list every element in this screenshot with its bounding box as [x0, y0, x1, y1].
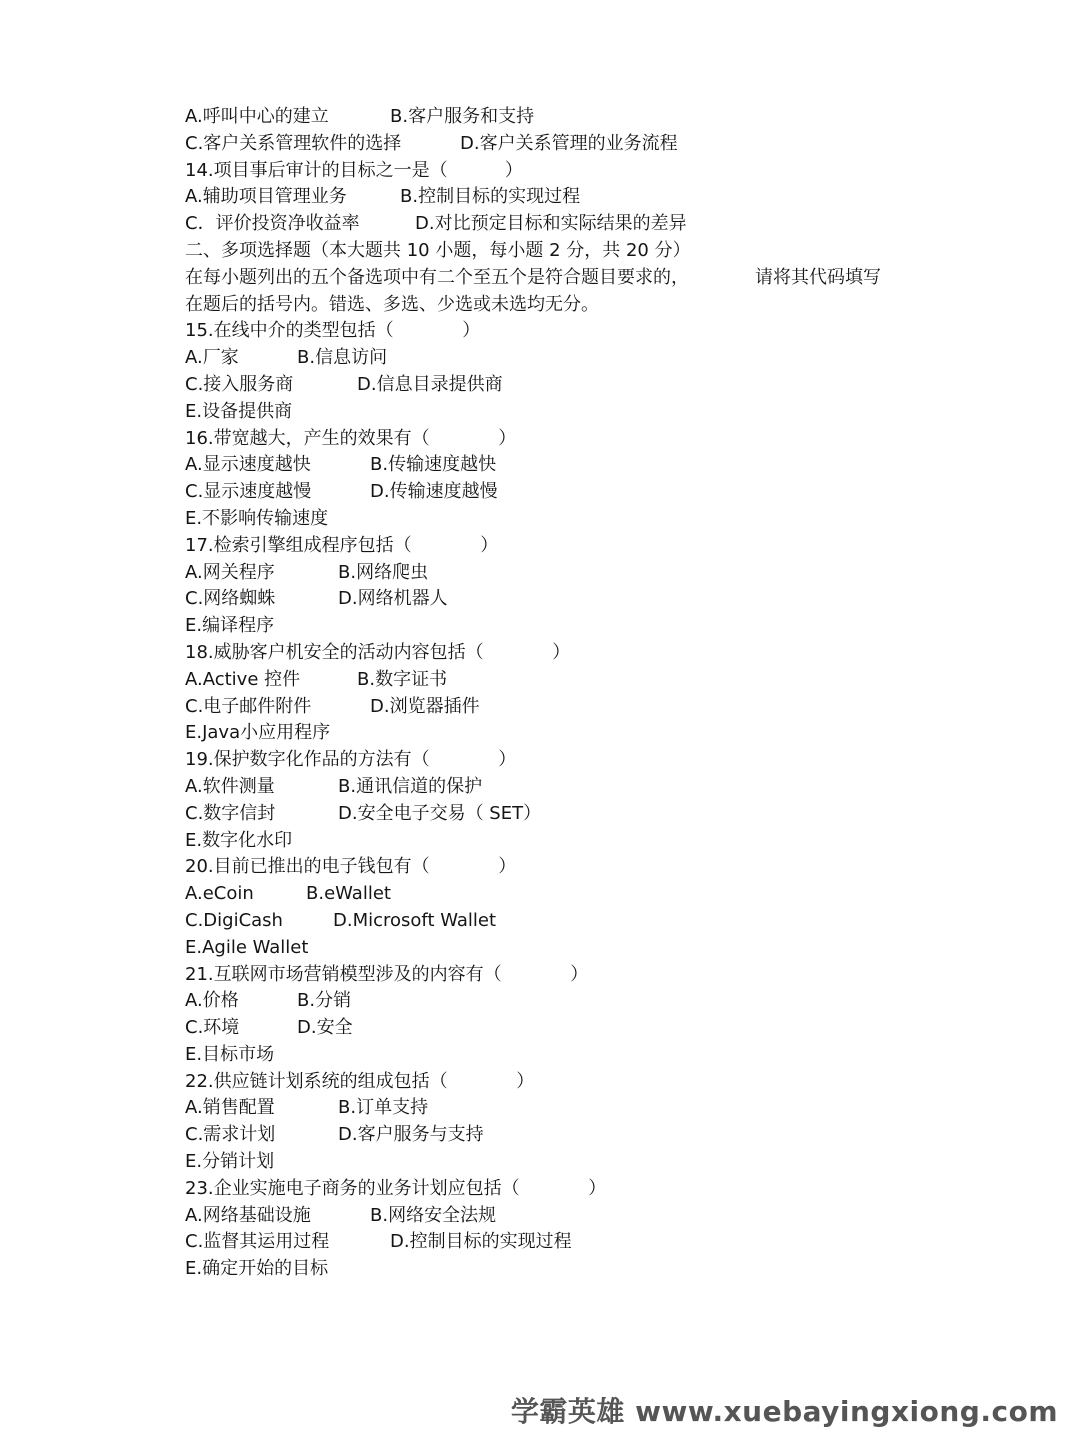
line-text: 在题后的括号内。错选、多选、少选或未选均无分。: [185, 293, 599, 315]
text-line: [185, 131, 1005, 158]
text-line: [185, 211, 1005, 238]
line-text-column-2: D.客户关系管理的业务流程: [460, 132, 678, 154]
text-line: [185, 774, 1005, 801]
line-text-column-2: B.eWallet: [306, 883, 391, 905]
line-text: E.目标市场: [185, 1043, 275, 1065]
text-line: [185, 238, 1005, 265]
line-text: 16.带宽越大，产生的效果有（ ）: [185, 427, 517, 449]
text-line: [185, 1203, 1005, 1230]
line-text-column-2: D.安全电子交易（ SET）: [338, 802, 542, 824]
line-text: A.Active 控件: [185, 668, 301, 690]
line-text: C.网络蜘蛛: [185, 588, 276, 610]
line-text: C.数字信封: [185, 802, 276, 824]
line-text-column-2: D.客户服务与支持: [338, 1124, 484, 1146]
text-line: [185, 935, 1005, 962]
text-line: [185, 452, 1005, 479]
line-text-column-2: D.网络机器人: [338, 588, 448, 610]
text-line: [185, 345, 1005, 372]
text-line: [185, 1042, 1005, 1069]
text-line: [185, 747, 1005, 774]
line-text: 17.检索引擎组成程序包括（ ）: [185, 534, 499, 556]
text-line: [185, 1176, 1005, 1203]
line-text: 18.威胁客户机安全的活动内容包括（ ）: [185, 641, 571, 663]
line-text: C.显示速度越慢: [185, 481, 312, 503]
line-text: 19.保护数字化作品的方法有（ ）: [185, 749, 517, 771]
text-line: [185, 720, 1005, 747]
watermark-text: 学霸英雄 www.xuebayingxiong.com: [510, 1395, 1058, 1428]
line-text: C.需求计划: [185, 1124, 276, 1146]
line-text-column-2: D.浏览器插件: [370, 695, 480, 717]
text-line: [185, 962, 1005, 989]
line-text: C.客户关系管理软件的选择: [185, 132, 402, 154]
text-line: [185, 1122, 1005, 1149]
line-text-column-2: B.传输速度越快: [370, 454, 497, 476]
line-text: E.确定开始的目标: [185, 1258, 329, 1280]
line-text-column-2: B.信息访问: [297, 347, 388, 369]
line-text-column-2: D.传输速度越慢: [370, 481, 498, 503]
line-text: 20.目前已推出的电子钱包有（ ）: [185, 856, 517, 878]
text-line: [185, 801, 1005, 828]
line-text-column-2: D.信息目录提供商: [357, 373, 503, 395]
text-line: [185, 560, 1005, 587]
text-line: [185, 908, 1005, 935]
text-line: [185, 1095, 1005, 1122]
line-text: 在每小题列出的五个备选项中有二个至五个是符合题目要求的，: [185, 266, 689, 288]
line-text: 二、多项选择题（本大题共 10 小题，每小题 2 分，共 20 分）: [185, 239, 691, 261]
line-text-column-2: B.网络爬虫: [338, 561, 429, 583]
text-line: [185, 479, 1005, 506]
text-line: [185, 988, 1005, 1015]
line-text-column-2: D.控制目标的实现过程: [390, 1231, 572, 1253]
text-line: [185, 506, 1005, 533]
line-text-column-2: 请将其代码填写: [755, 266, 881, 288]
line-text-column-2: B.分销: [297, 990, 352, 1012]
text-line: [185, 694, 1005, 721]
line-text: C.监督其运用过程: [185, 1231, 330, 1253]
line-text: A.eCoin: [185, 883, 254, 905]
line-text: C.DigiCash: [185, 909, 283, 931]
line-text-column-2: B.客户服务和支持: [390, 106, 535, 127]
text-line: [185, 640, 1005, 667]
line-text: A.显示速度越快: [185, 454, 311, 476]
line-text: A.网关程序: [185, 561, 275, 583]
line-text: E.编译程序: [185, 615, 275, 637]
text-line: [185, 265, 1005, 292]
text-line: [185, 854, 1005, 881]
text-line: [185, 318, 1005, 345]
text-line: [185, 158, 1005, 185]
line-text: 22.供应链计划系统的组成包括（ ）: [185, 1070, 535, 1092]
line-text: 21.互联网市场营销模型涉及的内容有（ ）: [185, 963, 589, 985]
line-text: A.软件测量: [185, 775, 275, 797]
text-line: [185, 586, 1005, 613]
text-line: [185, 426, 1005, 453]
text-line: [185, 1015, 1005, 1042]
line-text-column-2: B.订单支持: [338, 1097, 429, 1119]
text-line: [185, 372, 1005, 399]
line-text: A.销售配置: [185, 1097, 275, 1119]
document-body: [185, 104, 1005, 1283]
line-text: A.辅助项目管理业务: [185, 186, 347, 208]
line-text: E.数字化水印: [185, 829, 293, 851]
line-text-column-2: B.控制目标的实现过程: [400, 186, 581, 208]
line-text: A.网络基础设施: [185, 1204, 311, 1226]
text-line: [185, 399, 1005, 426]
line-text: 14.项目事后审计的目标之一是（ ）: [185, 159, 523, 181]
text-line: [185, 1256, 1005, 1283]
text-line: [185, 292, 1005, 319]
text-line: [185, 881, 1005, 908]
line-text: E.Java小应用程序: [185, 722, 331, 744]
line-text: E.Agile Wallet: [185, 936, 309, 958]
line-text-column-2: D.对比预定目标和实际结果的差异: [415, 213, 687, 235]
text-line: [185, 667, 1005, 694]
text-line: [185, 1069, 1005, 1096]
text-line: [185, 1229, 1005, 1256]
text-line: [185, 613, 1005, 640]
line-text: A.价格: [185, 990, 239, 1012]
line-text: C．评价投资净收益率: [185, 213, 360, 235]
line-text: 23.企业实施电子商务的业务计划应包括（ ）: [185, 1177, 607, 1199]
line-text: A.呼叫中心的建立: [185, 106, 329, 127]
line-text-column-2: B.数字证书: [357, 668, 448, 690]
line-text: E.设备提供商: [185, 400, 293, 422]
text-line: [185, 104, 1005, 131]
line-text: 15.在线中介的类型包括（ ）: [185, 320, 481, 342]
line-text: C.环境: [185, 1017, 240, 1039]
line-text-column-2: B.通讯信道的保护: [338, 775, 483, 797]
line-text-column-2: D.安全: [297, 1017, 353, 1039]
text-line: [185, 1149, 1005, 1176]
line-text-column-2: B.网络安全法规: [370, 1204, 497, 1226]
line-text: A.厂家: [185, 347, 239, 369]
line-text: C.接入服务商: [185, 373, 294, 395]
text-line: [185, 533, 1005, 560]
line-text: C.电子邮件附件: [185, 695, 312, 717]
text-line: [185, 828, 1005, 855]
line-text-column-2: D.Microsoft Wallet: [333, 909, 497, 931]
line-text: E.不影响传输速度: [185, 507, 329, 529]
text-line: [185, 184, 1005, 211]
line-text: E.分销计划: [185, 1151, 275, 1173]
